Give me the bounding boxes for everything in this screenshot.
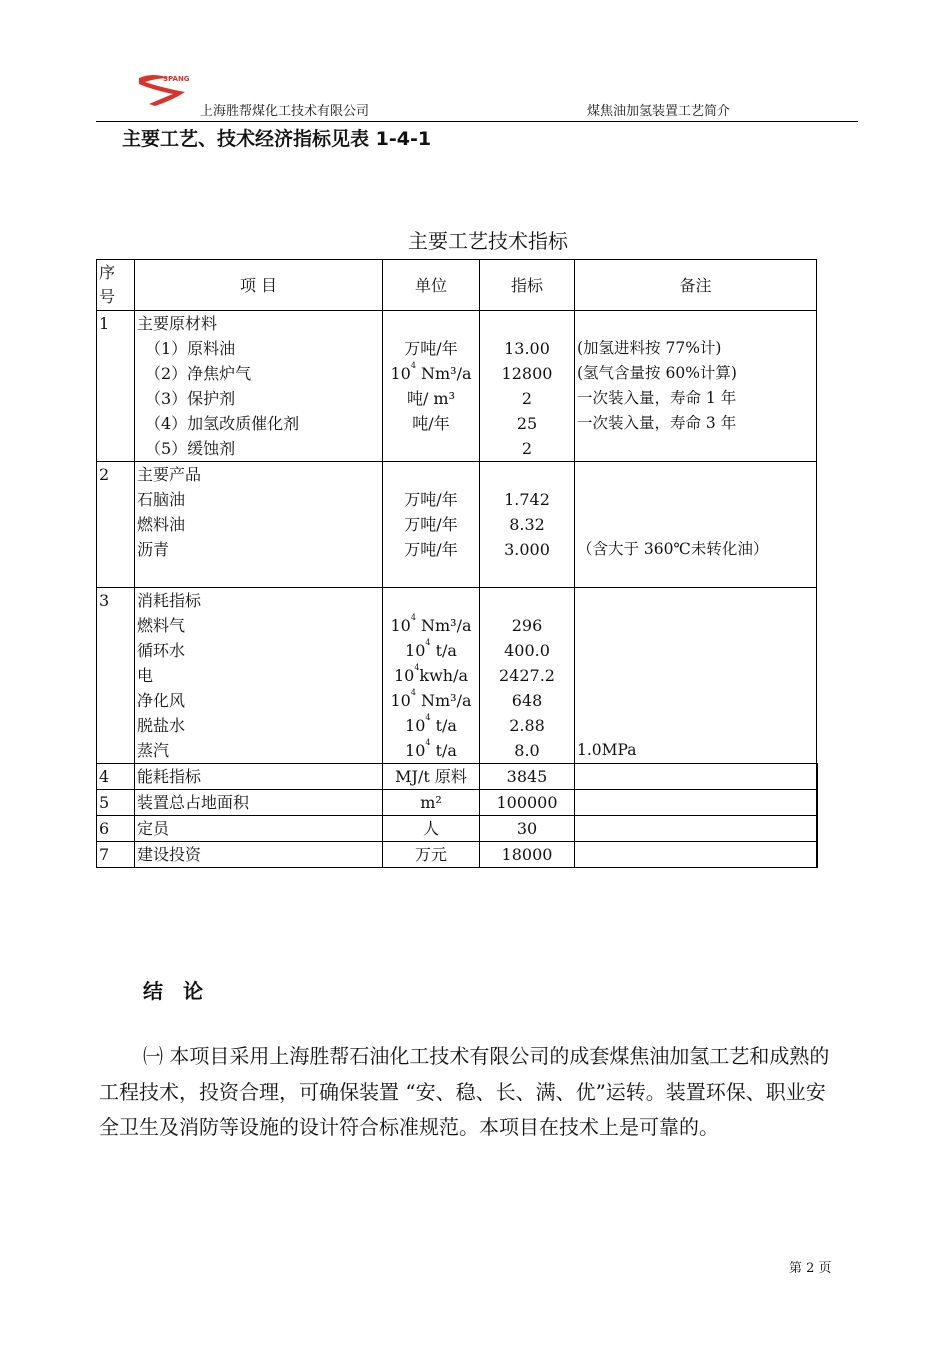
unit-line [385, 588, 477, 613]
unit-base: 10 [393, 666, 415, 685]
unit-suffix: Nm³/a [415, 364, 472, 383]
cell-seq: 5 [97, 790, 135, 816]
item-line: 电 [137, 666, 154, 685]
value-line: 400.0 [504, 641, 550, 660]
unit-line: 万吨/年 [404, 515, 458, 534]
note-line: （含大于 360℃未转化油） [577, 540, 769, 558]
item-line: （3）保护剂 [145, 389, 236, 408]
unit-suffix: t/a [430, 716, 457, 735]
cell-item: 定员 [135, 816, 383, 842]
cell-seq: 7 [97, 842, 135, 868]
unit-base: 10 [390, 691, 411, 710]
table-row [97, 790, 817, 816]
cell-unit [383, 588, 480, 764]
note-line [577, 462, 814, 487]
table-row [97, 462, 817, 588]
unit-exponent: 4 [425, 738, 431, 747]
cell-value [480, 462, 575, 588]
note-line: 一次装入量，寿命 3 年 [577, 414, 737, 432]
cell-unit: 万元 [383, 842, 480, 868]
cell-value: 18000 [480, 842, 575, 868]
item-line: （2）净焦炉气 [145, 364, 252, 383]
table-header-row [97, 260, 817, 311]
item-line: 主要原材料 [137, 314, 218, 333]
cell-item: 能耗指标 [135, 764, 383, 790]
item-line: 消耗指标 [137, 591, 202, 610]
logo-text: SPANG [163, 75, 190, 83]
page-number: 第 2 页 [789, 1261, 832, 1276]
unit-exponent: 4 [414, 663, 420, 672]
cell-item [135, 588, 383, 764]
item-line: （4）加氢改质催化剂 [145, 414, 300, 433]
company-logo [133, 70, 203, 112]
note-line [577, 638, 814, 663]
unit-base: 10 [390, 364, 411, 383]
header-rule [96, 121, 858, 122]
table-title: 主要工艺技术指标 [408, 229, 568, 253]
unit-base: 10 [390, 616, 411, 635]
unit-suffix: t/a [430, 741, 457, 760]
section-heading: 主要工艺、技术经济指标见表 1-4-1 [122, 128, 432, 150]
cell-note [575, 764, 817, 790]
value-line [482, 462, 572, 487]
header-note: 备注 [575, 260, 817, 311]
item-line: 主要产品 [137, 465, 202, 484]
header-seq [97, 260, 135, 311]
table-row [97, 764, 817, 790]
note-line [577, 663, 814, 688]
unit-base: 10 [405, 716, 426, 735]
cell-seq: 6 [97, 816, 135, 842]
table-row [97, 588, 817, 764]
unit-line [385, 638, 477, 663]
note-line [577, 512, 814, 537]
unit-line: 吨/ m³ [406, 389, 456, 408]
item-line: 石脑油 [137, 490, 186, 509]
conclusion-text: ㈠ 本项目采用上海胜帮石油化工技术有限公司的成套煤焦油加氢工艺和成熟的工程技术，投资合理，可确保装置 “安、稳、长、满、优”运转。装置环保、职业安全卫生及消防等设施的设计符合标准规范。本项目在技术上是可靠的。 [99, 1044, 830, 1139]
note-line [577, 588, 814, 613]
table-row [97, 842, 817, 868]
value-line: 2 [521, 389, 533, 408]
spacer [137, 562, 380, 587]
unit-base: 10 [405, 741, 426, 760]
cell-seq: 1 [97, 311, 135, 462]
cell-value [480, 588, 575, 764]
cell-item [135, 462, 383, 588]
value-line: 2427.2 [499, 666, 555, 685]
cell-unit: m² [383, 790, 480, 816]
unit-exponent: 4 [425, 638, 431, 647]
value-line: 8.0 [514, 741, 540, 760]
unit-line [385, 738, 477, 763]
header-unit: 单位 [383, 260, 480, 311]
table-row [97, 816, 817, 842]
cell-seq: 3 [97, 588, 135, 764]
unit-exponent: 4 [410, 361, 416, 370]
cell-item: 装置总占地面积 [135, 790, 383, 816]
unit-line: 万吨/年 [404, 490, 458, 509]
note-line: (氢气含量按 60%计算) [577, 364, 737, 382]
cell-note [575, 790, 817, 816]
spacer [482, 562, 572, 587]
unit-exponent: 4 [425, 713, 431, 722]
value-line: 25 [516, 414, 538, 433]
unit-line [385, 688, 477, 713]
value-line: 648 [511, 691, 543, 710]
indicator-table [96, 259, 818, 868]
cell-note [575, 842, 817, 868]
unit-line: 吨/年 [412, 414, 450, 433]
item-line: 燃料油 [137, 515, 186, 534]
value-line: 8.32 [509, 515, 545, 534]
unit-line [385, 663, 477, 688]
item-line: （1）原料油 [145, 339, 236, 358]
unit-base: 10 [405, 641, 426, 660]
unit-line: 万吨/年 [404, 339, 458, 358]
note-line [577, 436, 814, 461]
unit-suffix: t/a [430, 641, 457, 660]
note-line: 一次装入量，寿命 1 年 [577, 389, 737, 407]
item-line: 脱盐水 [137, 716, 186, 735]
unit-suffix: kwh/a [419, 666, 469, 685]
item-line: 蒸汽 [137, 741, 170, 760]
cell-note [575, 588, 817, 764]
unit-suffix: Nm³/a [415, 691, 472, 710]
item-line: 燃料气 [137, 616, 186, 635]
item-line: 沥青 [137, 540, 170, 559]
note-line [577, 613, 814, 638]
cell-unit: MJ/t 原料 [383, 764, 480, 790]
unit-line [385, 462, 477, 487]
header-seq-text: 序号 [99, 263, 116, 306]
value-line [482, 588, 572, 613]
cell-value: 100000 [480, 790, 575, 816]
cell-item: 建设投资 [135, 842, 383, 868]
table-row [97, 311, 817, 462]
value-line: 3.000 [504, 540, 550, 559]
header-company: 上海胜帮煤化工技术有限公司 [200, 104, 370, 119]
cell-seq: 2 [97, 462, 135, 588]
cell-note [575, 816, 817, 842]
conclusion-paragraph [99, 1039, 839, 1146]
header-doc-title: 煤焦油加氢装置工艺简介 [587, 104, 731, 119]
note-line [577, 688, 814, 713]
item-line: 净化风 [137, 691, 186, 710]
unit-line: 万吨/年 [404, 540, 458, 559]
cell-value [480, 311, 575, 462]
value-line [482, 311, 572, 336]
cell-unit [383, 462, 480, 588]
note-line [577, 311, 814, 336]
cell-unit [383, 311, 480, 462]
cell-note [575, 462, 817, 588]
value-line: 2.88 [509, 716, 545, 735]
unit-line [385, 311, 477, 336]
item-line: 循环水 [137, 641, 186, 660]
unit-suffix: Nm³/a [415, 616, 472, 635]
cell-value: 3845 [480, 764, 575, 790]
value-line: 12800 [501, 364, 553, 383]
spacer [577, 562, 814, 587]
value-line: 1.742 [504, 490, 550, 509]
header-value: 指标 [480, 260, 575, 311]
item-line: （5）缓蚀剂 [145, 439, 236, 458]
unit-exponent: 4 [410, 688, 416, 697]
note-line: 1.0MPa [577, 741, 637, 759]
value-line: 296 [511, 616, 543, 635]
cell-note [575, 311, 817, 462]
unit-line [385, 361, 477, 386]
cell-value: 30 [480, 816, 575, 842]
note-line [577, 487, 814, 512]
unit-line [385, 613, 477, 638]
cell-unit: 人 [383, 816, 480, 842]
cell-seq: 4 [97, 764, 135, 790]
unit-line [385, 713, 477, 738]
header-item: 项 目 [135, 260, 383, 311]
spacer [385, 562, 477, 587]
value-line: 13.00 [504, 339, 550, 358]
conclusion-heading: 结论 [143, 979, 223, 1003]
note-line: (加氢进料按 77%计) [577, 339, 722, 357]
unit-exponent: 4 [410, 613, 416, 622]
note-line [577, 713, 814, 738]
cell-item [135, 311, 383, 462]
unit-line [385, 436, 477, 461]
value-line: 2 [521, 439, 533, 458]
